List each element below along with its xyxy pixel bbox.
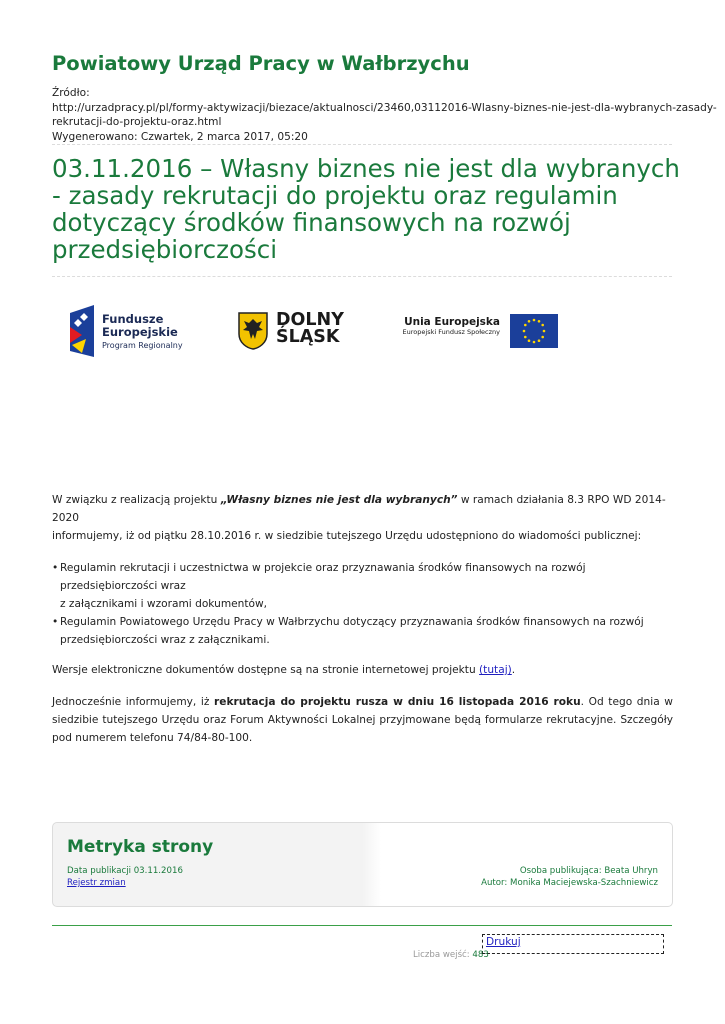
bullet-icon: • (52, 616, 59, 628)
recruitment-text: Jednocześnie informujemy, iż (52, 696, 215, 708)
funding-logos (68, 302, 568, 362)
list-item (52, 559, 673, 613)
list-item-text: z załącznikami i wzorami dokumentów, (60, 598, 268, 610)
unia-europejska-logo (398, 312, 568, 352)
article-body (52, 491, 673, 747)
documents-list (52, 559, 673, 649)
author: Autor: Monika Maciejewska-Szachniewicz (481, 878, 658, 888)
intro-paragraph (52, 491, 673, 545)
recruitment-paragraph (52, 693, 673, 747)
generated-date: Wygenerowano: Czwartek, 2 marca 2017, 05:20 (52, 130, 308, 143)
source-label: Źródło: (52, 87, 90, 99)
page-metrics (52, 822, 673, 907)
separator-top (52, 144, 672, 145)
visit-counter (413, 950, 489, 960)
headline-line: dotyczący środków finansowych na rozwój (52, 208, 571, 237)
ds-line2: ŚLĄSK (276, 327, 340, 347)
intro-text: W związku z realizacją projektu (52, 494, 221, 506)
fe-line3: Program Regionalny (102, 341, 183, 350)
visit-counter-label: Liczba wejść: (413, 950, 473, 960)
electronic-versions-paragraph (52, 661, 673, 679)
list-item-text: Regulamin Powiatowego Urzędu Pracy w Wałbrzychu dotyczący przyznawania środków finansowych na rozwój (60, 616, 644, 628)
list-item-text: przedsiębiorczości wraz z załącznikami. (60, 634, 270, 646)
eu-flag-icon (510, 314, 558, 348)
publisher: Osoba publikująca: Beata Uhryn (519, 866, 658, 876)
ue-line2: Europejski Fundusz Społeczny (402, 328, 500, 336)
headline-line: - zasady rekrutacji do projektu oraz regulamin (52, 181, 618, 210)
fe-line1: Fundusze (102, 312, 164, 326)
changes-register-link[interactable]: Rejestr zmian (67, 878, 126, 888)
source-url-continued: rekrutacji-do-projektu-oraz.html (52, 116, 222, 128)
electronic-text: Wersje elektroniczne dokumentów dostępne są na stronie internetowej projektu (52, 664, 480, 676)
source-url: http://urzadpracy.pl/pl/formy-aktywizacji/biezace/aktualnosci/23460,03112016-Wlasny-biznes-nie-jest-dla-wybranych-zasady- (52, 101, 717, 114)
fundusze-europejskie-logo (68, 305, 198, 361)
print-link[interactable]: Drukuj (486, 936, 521, 948)
intro-text: w ramach działania 8.3 RPO WD 2014-2020 (52, 494, 666, 524)
ds-line1: DOLNY (276, 310, 344, 330)
bullet-icon: • (52, 562, 59, 574)
metrics-title: Metryka strony (67, 837, 214, 857)
changes-register (67, 877, 126, 889)
fe-line2: Europejskie (102, 325, 178, 339)
headline-line: przedsiębiorczości (52, 235, 277, 264)
project-name: „Własny biznes nie jest dla wybranych” (220, 494, 458, 506)
project-page-link[interactable]: (tutaj) (479, 664, 512, 676)
intro-text: informujemy, iż od piątku 28.10.2016 r. w siedzibie tutejszego Urzędu udostępniono do wiadomości publicznej: (52, 530, 642, 542)
ue-line1: Unia Europejska (404, 316, 500, 328)
article-headline (52, 155, 692, 263)
dolny-slask-logo (238, 312, 358, 352)
list-item-text: Regulamin rekrutacji i uczestnictwa w projekcie oraz przyznawania środków finansowych na rozwój przedsiębiorczości wraz (60, 562, 586, 592)
site-title: Powiatowy Urząd Pracy w Wałbrzychu (52, 52, 470, 75)
visit-counter-value: 483 (472, 950, 489, 960)
recruitment-date: rekrutacja do projektu rusza w dniu 16 listopada 2016 roku (214, 696, 581, 708)
fundusze-europejskie-icon (68, 305, 96, 357)
separator-headline (52, 276, 672, 277)
print-box (482, 934, 664, 954)
source-info (52, 86, 717, 144)
headline-line: 03.11.2016 – Własny biznes nie jest dla wybranych (52, 154, 680, 183)
publication-date: Data publikacji 03.11.2016 (67, 866, 183, 876)
footer-separator (52, 925, 672, 926)
coat-of-arms-icon (238, 312, 268, 350)
recruitment-text: . Od tego dnia w siedzibie tutejszego Urzędu oraz Forum Aktywności Lokalnej przyjmowane będą formularze rekrutacyjne. Szczegóły pod numerem telefonu 74/84-80-100. (52, 696, 673, 744)
list-item (52, 613, 673, 649)
electronic-end: . (511, 664, 516, 676)
